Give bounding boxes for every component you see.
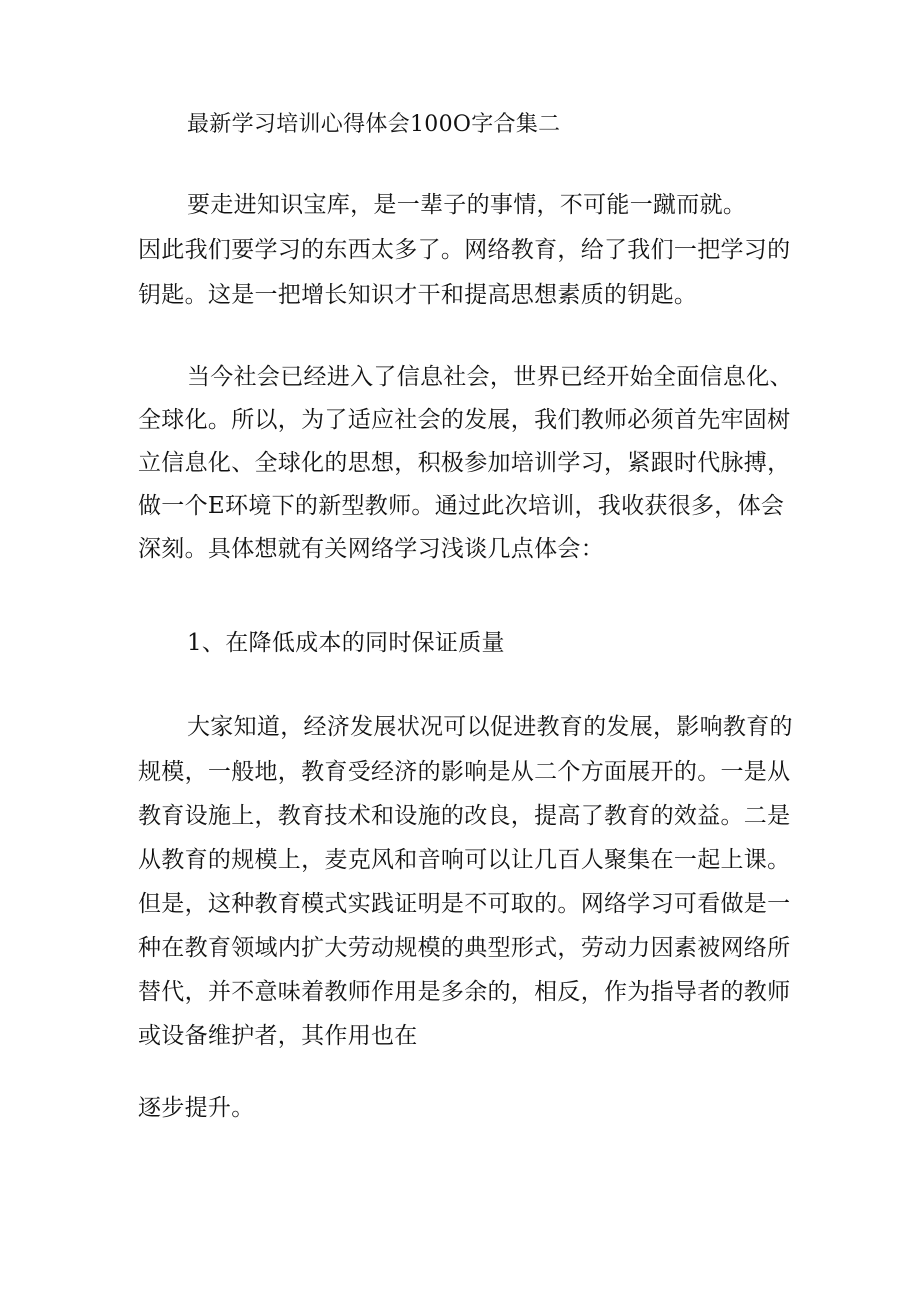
paragraph-2-line-4: 做一个E环境下的新型教师。通过此次培训，我收获很多，体会: [138, 493, 785, 519]
paragraph-3-line-7: 替代，并不意味着教师作用是多余的，相反，作为指导者的教师: [138, 979, 791, 1005]
paragraph-3-line-3: 教育设施上，教育技术和设施的改良，提高了教育的效益。二是: [138, 803, 791, 829]
paragraph-3-line-6: 种在教育领域内扩大劳动规模的典型形式，劳动力因素被网络所: [138, 935, 791, 961]
paragraph-3-line-8: 或设备维护者，其作用也在: [138, 1023, 418, 1049]
paragraph-2-line-1: 当今社会已经进入了信息社会，世界已经开始全面信息化、: [187, 364, 793, 390]
paragraph-4: 逐步提升。: [138, 1095, 255, 1121]
paragraph-1-line-1: 要走进知识宝库，是一辈子的事情，不可能一蹴而就。: [187, 192, 747, 218]
paragraph-2-line-5: 深刻。具体想就有关网络学习浅谈几点体会：: [138, 536, 604, 562]
paragraph-3-line-2: 规模，一般地，教育受经济的影响是从二个方面展开的。一是从: [138, 759, 791, 785]
section-heading-1: 1、在降低成本的同时保证质量: [187, 630, 505, 656]
paragraph-3-line-5: 但是，这种教育模式实践证明是不可取的。网络学习可看做是一: [138, 891, 791, 917]
paragraph-1-line-3: 钥匙。这是一把增长知识才干和提高思想素质的钥匙。: [138, 282, 698, 308]
paragraph-3-line-1: 大家知道，经济发展状况可以促进教育的发展，影响教育的: [187, 714, 793, 740]
document-title: 最新学习培训心得体会100O字合集二: [187, 112, 561, 137]
paragraph-1-line-2: 因此我们要学习的东西太多了。网络教育，给了我们一把学习的: [138, 237, 791, 263]
paragraph-2-line-3: 立信息化、全球化的思想，积极参加培训学习，紧跟时代脉搏，: [138, 450, 791, 476]
paragraph-2-line-2: 全球化。所以，为了适应社会的发展，我们教师必须首先牢固树: [138, 407, 791, 433]
paragraph-3-line-4: 从教育的规模上，麦克风和音响可以让几百人聚集在一起上课。: [138, 847, 791, 873]
